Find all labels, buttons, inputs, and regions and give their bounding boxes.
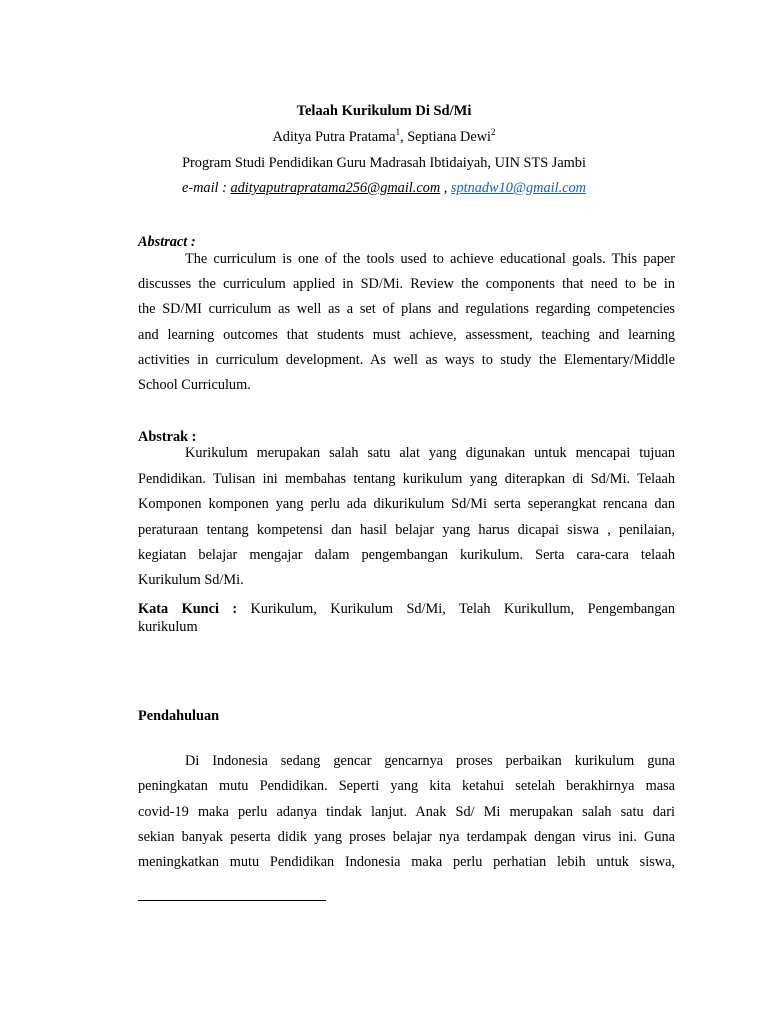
author-name: Aditya Putra Pratama (272, 129, 396, 145)
abstrak-line: kegiatan belajar mengajar dalam pengembangan kurikulum. Serta cara-cara telaah (138, 547, 675, 563)
email-separator: , (440, 180, 451, 196)
abstract-line: and learning outcomes that students must achieve, assessment, teaching and learning (138, 327, 675, 343)
footnote-separator (138, 900, 326, 901)
abstrak-line: Kurikulum Sd/Mi. (138, 572, 244, 588)
author-line (0, 129, 768, 146)
abstract-line: School Curriculum. (138, 377, 251, 393)
abstrak-line: Pendidikan. Tulisan ini membahas tentang kurikulum yang diterapkan di Sd/Mi. Telaah (138, 471, 675, 487)
keywords-line (138, 600, 675, 618)
keywords-line-2: kurikulum (138, 619, 198, 635)
abstract-line: discusses the curriculum applied in SD/Mi. Review the components that need to be in (138, 276, 675, 292)
abstrak-line: Komponen komponen yang perlu ada dikurikulum Sd/Mi serta seperangkat rencana dan (138, 496, 675, 512)
abstract-line: activities in curriculum development. As well as ways to study the Elementary/Middle (138, 352, 675, 368)
author-name: Septiana Dewi (407, 129, 492, 145)
abstract-line: The curriculum is one of the tools used to achieve educational goals. This paper (185, 251, 675, 267)
affiliation: Program Studi Pendidikan Guru Madrasah Ibtidaiyah, UIN STS Jambi (182, 155, 586, 171)
abstract-line: the SD/MI curriculum as well as a set of plans and regulations regarding competencies (138, 301, 675, 317)
body-line: covid-19 maka perlu adanya tindak lanjut. Anak Sd/ Mi merupakan salah satu dari (138, 804, 675, 820)
email-label: e-mail : (182, 180, 231, 196)
email-line (0, 180, 768, 197)
abstrak-label: Abstrak : (138, 429, 197, 445)
body-line: Di Indonesia sedang gencar gencarnya proses perbaikan kurikulum guna (185, 753, 675, 769)
keywords-label: Kata Kunci : (138, 601, 251, 617)
body-line: peningkatan mutu Pendidikan. Seperti yang kita ketahui setelah berakhirnya masa (138, 778, 675, 794)
abstract-label: Abstract : (138, 234, 196, 250)
body-line: sekian banyak peserta didik yang proses belajar nya terdampak dengan virus ini. Guna (138, 829, 675, 845)
keywords-text: Kurikulum, Kurikulum Sd/Mi, Telah Kurikullum, Pengembangan (250, 601, 675, 617)
email-link-2[interactable]: sptnadw10@gmail.com (450, 180, 586, 196)
email-link-1[interactable]: adityaputrapratama256@gmail.com (230, 180, 441, 196)
abstrak-line: peraturaan tentang kompetensi dan hasil belajar yang harus dicapai siswa , penilaian, (138, 522, 675, 538)
abstrak-line: Kurikulum merupakan salah satu alat yang digunakan untuk mencapai tujuan (185, 445, 675, 461)
section-heading: Pendahuluan (138, 708, 220, 724)
author-separator: , (400, 129, 408, 145)
body-line: meningkatkan mutu Pendidikan Indonesia maka perlu perhatian lebih untuk siswa, (138, 854, 675, 870)
author-affiliation-mark: 2 (491, 127, 496, 138)
keywords (138, 600, 675, 636)
author-affiliation-mark: 1 (395, 127, 401, 138)
paper-title: Telaah Kurikulum Di Sd/Mi (296, 103, 472, 119)
